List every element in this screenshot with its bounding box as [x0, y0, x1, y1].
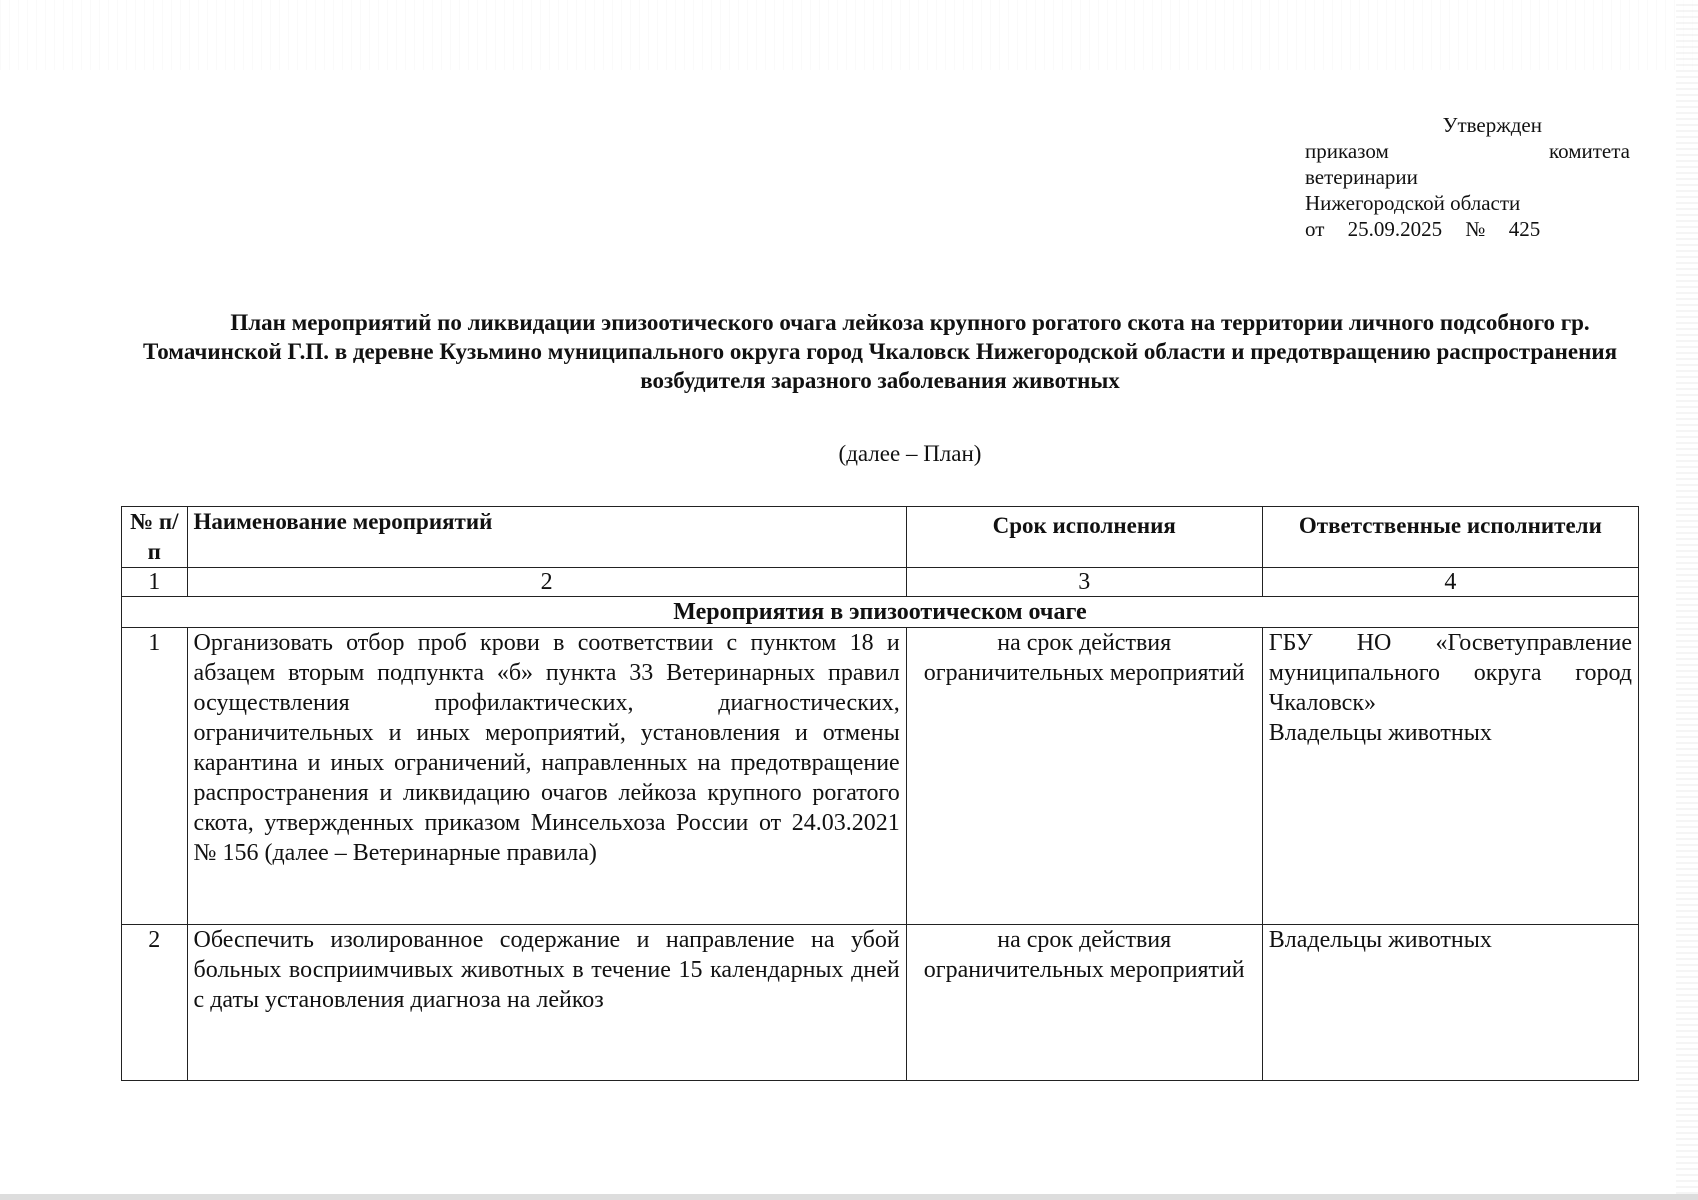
header-name: Наименование мероприятий — [187, 507, 906, 568]
row-number: 2 — [122, 925, 188, 1081]
approval-region-line: Нижегородской области — [1305, 191, 1521, 215]
document-title — [120, 308, 1640, 395]
section-row — [122, 597, 1639, 628]
scan-edge-right — [1676, 0, 1698, 1200]
document-subtitle: (далее – План) — [838, 441, 982, 466]
row-number: 1 — [122, 628, 188, 925]
column-number-1: 1 — [122, 568, 188, 597]
approval-order-word: приказом — [1305, 139, 1389, 163]
approval-date-prefix: от — [1305, 217, 1325, 241]
header-term: Срок исполнения — [906, 507, 1262, 568]
row-responsible: Владельцы животных — [1262, 925, 1638, 1081]
approval-date-line — [1305, 216, 1630, 242]
approval-stamp — [1305, 112, 1630, 242]
header-num: № п/п — [122, 507, 188, 568]
responsible-agency: ГБУ НО «Госветуправление муниципального округа город Чкаловск» — [1268, 630, 1632, 716]
scan-noise-top — [0, 0, 1698, 70]
column-number-2: 2 — [187, 568, 906, 597]
approval-committee-word: комитета — [1548, 139, 1630, 163]
approval-number: 425 — [1508, 217, 1541, 241]
row-term: на срок действия ограничительных мероприятий — [906, 925, 1262, 1081]
header-responsible: Ответственные исполнители — [1262, 507, 1638, 568]
approval-heading: Утвержден — [1442, 113, 1542, 137]
plan-table — [121, 506, 1639, 1081]
row-activity: Обеспечить изолированное содержание и направление на убой больных восприимчивых животных в течение 15 календарных дней с даты установления диагноза на лейкоз — [187, 925, 906, 1081]
responsible-owners: Владельцы животных — [1268, 720, 1492, 746]
row-responsible — [1262, 628, 1638, 925]
table-row — [122, 925, 1639, 1081]
approval-date: 25.09.2025 — [1347, 217, 1443, 241]
approval-order-line — [1305, 138, 1630, 164]
row-activity: Организовать отбор проб крови в соответствии с пунктом 18 и абзацем вторым подпункта «б» пункта 33 Ветеринарных правил осуществления профилактических, диагностических, ограничительных и иных мероприятий, установления и отмены карантина и иных ограничений, направленных на предотвращение распространения и ликвидацию очагов лейкоза крупного рогатого скота, утвержденных приказом Минсельхоза России от 24.03.2021 № 156 (далее – Ветеринарные правила) — [187, 628, 906, 925]
table-row — [122, 628, 1639, 925]
table-header-row — [122, 507, 1639, 568]
scan-edge-bottom — [0, 1194, 1698, 1200]
section-heading: Мероприятия в эпизоотическом очаге — [122, 597, 1639, 628]
column-number-3: 3 — [906, 568, 1262, 597]
approval-vet-line: ветеринарии — [1305, 165, 1418, 189]
column-number-4: 4 — [1262, 568, 1638, 597]
row-term: на срок действия ограничительных мероприятий — [906, 628, 1262, 925]
approval-number-prefix: № — [1465, 217, 1486, 241]
document-title-text: План мероприятий по ликвидации эпизоотического очага лейкоза крупного рогатого скота на территории личного подсобного гр. Томачинской Г.П. в деревне Кузьмино муниципального округа город Чкаловск Нижегородской области и предотвращению распространения возбудителя заразного заболевания животных — [142, 310, 1618, 393]
column-number-row — [122, 568, 1639, 597]
